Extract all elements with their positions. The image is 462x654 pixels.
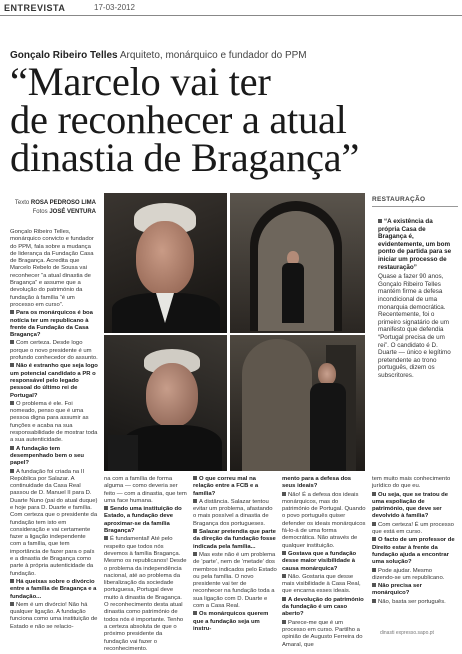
bullet-square-icon [372,492,376,496]
intro-paragraph: Gonçalo Ribeiro Telles, monárquico convicto e fundador do PPM, fala sobre a mudança de liderança da Fundação Casa de Bragança. Acredita que Marcelo Rebelo de Sousa vai reconhecer “a atual dinastia de Bragança” e assume que a devolução do património da fundação à família “é um processo em curso”. [10,229,94,308]
question: Sendo uma instituição do Estado, a fundação deve aproximar-se da família Bragança? [104,506,182,535]
bullet-square-icon [372,537,376,541]
byline-text-label: Texto [14,200,30,206]
sidebar-rule [372,206,458,207]
answer: Mas este não é um problema de ‘parte’, nem de ‘metade’ dos membros indicados pelo Estado ou pela família. O novo presidente vai ter de reconhecer na fundação toda a sua ligação com D. Duarte e com a Casa Real. [193,551,277,610]
portrait-photo-top-left [104,193,227,333]
bullet-square-icon [10,401,14,405]
byline-photo-author: JOSÉ VENTURA [49,209,96,215]
article-column-4 [282,476,366,650]
question: A devolução do património da fundação é um caso aberto? [282,596,364,618]
answer: Parece-me que é um processo em curso. Partilho a opinião de Augusto Ferreira do Amaral, que [282,619,363,648]
answer: Nem é um divórcio! Não há qualquer ligação. A fundação funciona como uma instituição de Estado e não se relacio- [10,601,98,630]
bullet-square-icon [372,583,376,587]
portrait-photo-bottom-left [104,335,227,471]
answer: O problema é ele. Foi nomeado, penso que é uma pessoa digna para assumir as funções e acaba na sua responsabilidade de mostrar toda a sua autenticidade. [10,400,98,444]
answer: Com certeza. Desde logo porque o novo presidente é um profundo conhecedor do assunto. [10,340,98,362]
headline-line: “Marcelo vai ter [10,59,271,104]
bullet-square-icon [193,529,197,533]
answer: Com certeza! É um processo que está em curso. [372,521,454,536]
answer: Não, basta ser português. [378,598,446,605]
bullet-square-icon [10,469,14,473]
question: Há queixas sobre o divórcio entre a família de Bragança e a fundação... [10,578,97,600]
question: Para os monárquicos é boa notícia ter um republicano à frente da Fundação da Casa Bragança? [10,310,93,339]
sidebar-body: Quase a fazer 90 anos, Gonçalo Ribeiro Telles mantém firme a defesa incondicional de uma monarquia democrática. Recentemente, foi o primeiro signatário de um manifesto que defendia “Portugal precisa de um rei”. O candidato é D. Duarte — único e legítimo pretendente ao trono português, dizem os subscritores. [378,273,451,379]
section-label: ENTREVISTA [4,3,66,13]
question: A fundação tem desempenhado bem o seu papel? [10,445,84,467]
answer: A distância. Salazar tentou evitar um problema, afastando o mais possível a dinastia de Bragança dos portugueses. [193,498,273,527]
article-column-1 [10,229,98,632]
bullet-square-icon [10,363,14,367]
question: O que correu mal na relação entre a FCB e a família? [193,476,259,497]
headline [10,59,450,180]
bullet-square-icon [104,536,108,540]
bullet-square-icon [10,446,14,450]
bullet-square-icon [193,499,197,503]
standing-photo-bottom-right [230,335,365,471]
bullet-square-icon [10,310,14,314]
question: Salazar pretendia que parte da direção da fundação fosse indicada pela família... [193,529,276,550]
bullet-square-icon [372,522,376,526]
question: Ou seja, que se tratou de uma espoliação de património, que deve ser devolvido à família? [372,491,449,520]
article-column-3 [193,476,277,634]
bullet-square-icon [282,597,286,601]
question: O facto de um professor de Direito estar à frente da fundação ajuda a encontrar uma solução? [372,537,455,566]
headline-line: de reconhecer a atual [10,97,347,142]
question-continued: mento para a defesa dos seus ideais? [282,476,352,490]
answer: Não! É a defesa dos ideais monárquicos, mas do património de Portugal. Quando o povo português quiser defender os ideais monárquicos fá-lo-á de uma forma democrática. Não através de qualquer instituição. [282,491,366,549]
bullet-square-icon [10,340,14,344]
answer: Não. Gostaria que desse mais visibilidade à Casa Real, que encarna esses ideais. [282,573,361,595]
question: Os monárquicos querem que a fundação seja um instru- [193,611,269,632]
byline [12,199,96,217]
bullet-square-icon [282,551,286,555]
answer: Pode ajudar. Mesmo dizendo-se um republicano. [372,567,445,581]
headline-line: dinastia de Bragança” [10,135,360,180]
standing-photo-top-right [230,193,365,333]
byline-photo-label: Fotos [32,209,48,215]
footer-credit: dinasti expresso.sapo.pt [380,630,434,636]
bullet-square-icon [10,579,14,583]
bullet-square-icon [193,476,197,480]
kicker-name: Gonçalo Ribeiro Telles [10,50,118,61]
question: Não é estranho que seja logo um potencial candidato a PR o responsável pelo legado pessoal do último rei de Portugal? [10,363,98,399]
sidebar-heading: RESTAURAÇÃO [372,196,426,203]
bullet-square-icon [372,599,376,603]
bullet-square-icon [10,602,14,606]
sidebar-box [378,218,456,379]
sidebar-quote: “A existência da própria Casa de Bragança é, evidentemente, um bom ponto de partida para se iniciar um processo de restauração” [378,218,452,271]
bullet-square-icon [282,492,286,496]
answer: A fundação foi criada na II República por Salazar. A continuidade da Casa Real passou de D. Manuel II para D. Duarte Nuno (pai do atual duque) e hoje para D. Duarte e família. Com certeza que o presidente da fundação tem isto em consideração e vai certamente fazer a ligação independente com a família, que tem importância de fazer para o país e a dinastia de Bragança como parte à própria autenticidade da fundação. [10,468,98,577]
answer-continued: tem muito mais conhecimento jurídico do que eu. [372,476,451,490]
kicker-role: Arquiteto, monárquico e fundador do PPM [119,50,307,61]
bullet-square-icon [282,620,286,624]
header-rule [0,15,462,16]
issue-date: 17-03-2012 [94,3,135,12]
article-column-5 [372,476,456,607]
bullet-square-icon [193,552,197,556]
answer: É fundamental! Até pelo respeito que todos nós devemos à família Bragança. Mesmo os republicanos! Desde o problema da independência nacional, até ao problema da liberalização da sociedade portuguesa, Portugal deve muito à dinastia de Bragança. O reconhecimento desta atual dinastia como património de todos nós é importante. Tenho a certeza absoluta de que o próximo presidente da fundação vai fazer o reconhecimento. [104,536,187,652]
bullet-square-icon [104,506,108,510]
bullet-square-icon [193,611,197,615]
bullet-square-icon [372,568,376,572]
bullet-square-icon [378,219,382,223]
question: Não precisa ser monárquico? [372,583,422,597]
bullet-square-icon [282,574,286,578]
answer-continued: na com a família de forma alguma — como deveria ser feito — com a dinastia, que tem uma face humana. [104,476,187,504]
question: Gostava que a fundação desse maior visibilidade à causa monárquica? [282,550,357,572]
article-column-2 [104,476,188,654]
byline-text-author: ROSA PEDROSO LIMA [30,200,96,206]
